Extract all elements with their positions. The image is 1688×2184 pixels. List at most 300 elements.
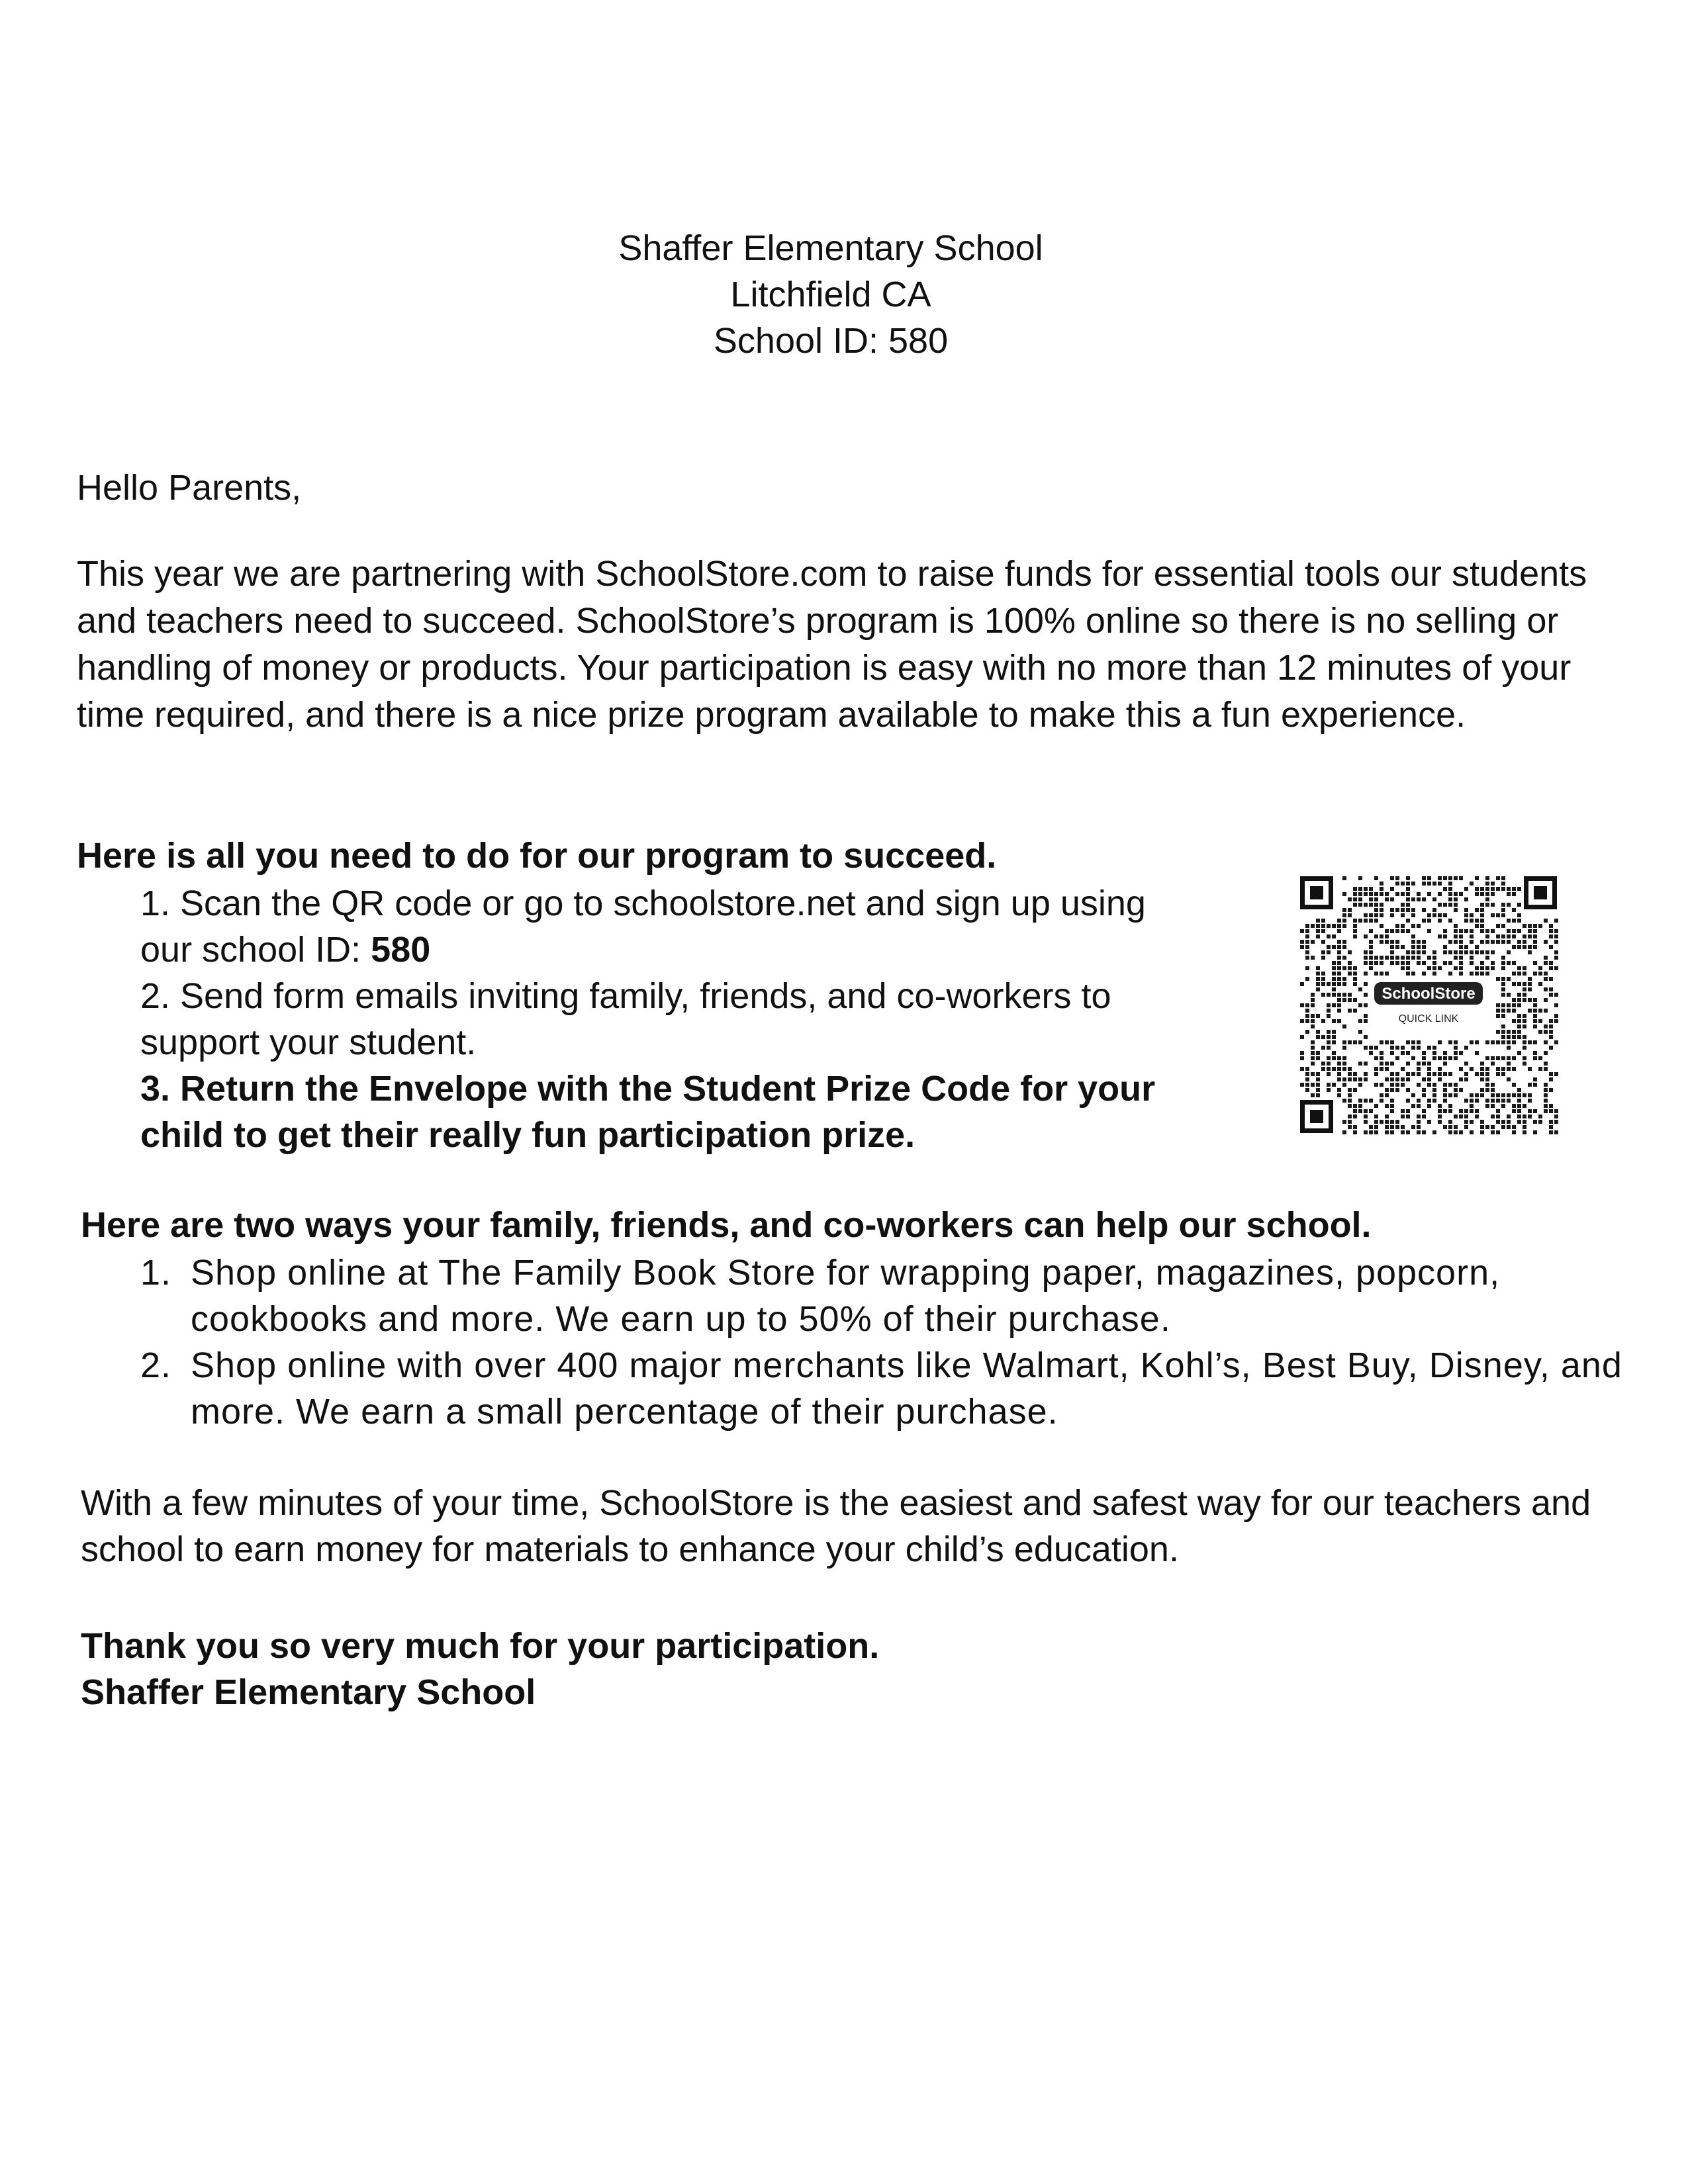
qr-module <box>1316 1088 1320 1092</box>
qr-module <box>1432 897 1436 901</box>
qr-module <box>1507 940 1511 944</box>
qr-module <box>1491 1099 1495 1103</box>
qr-module <box>1448 887 1452 891</box>
qr-module <box>1342 1120 1346 1124</box>
qr-module <box>1380 1083 1383 1087</box>
qr-module <box>1401 1051 1405 1055</box>
qr-module <box>1364 919 1368 923</box>
qr-module <box>1380 1099 1383 1103</box>
qr-module <box>1427 1067 1431 1071</box>
qr-module <box>1538 1120 1542 1124</box>
qr-module <box>1395 908 1399 912</box>
qr-module <box>1464 950 1468 954</box>
qr-module <box>1417 1067 1421 1071</box>
qr-module <box>1316 982 1320 986</box>
qr-module <box>1454 903 1458 907</box>
qr-module <box>1507 1035 1511 1039</box>
qr-module <box>1454 1083 1458 1087</box>
qr-module <box>1327 1067 1331 1071</box>
qr-code[interactable] <box>1296 872 1561 1137</box>
qr-module <box>1406 903 1410 907</box>
qr-module <box>1358 1019 1362 1023</box>
qr-module <box>1443 961 1447 965</box>
qr-module <box>1549 1120 1553 1124</box>
qr-module <box>1374 897 1378 901</box>
qr-module <box>1395 929 1399 933</box>
qr-module <box>1432 1099 1436 1103</box>
qr-module <box>1380 892 1383 896</box>
qr-module <box>1438 1072 1442 1076</box>
qr-module <box>1480 1125 1484 1129</box>
qr-module <box>1470 1093 1474 1097</box>
qr-module <box>1459 966 1463 970</box>
qr-module <box>1358 987 1362 991</box>
qr-module <box>1475 945 1479 949</box>
qr-module <box>1316 919 1320 923</box>
qr-module <box>1390 956 1394 960</box>
qr-module <box>1385 892 1389 896</box>
qr-module <box>1364 1077 1368 1081</box>
step-2-line-2: support your student. <box>140 1023 477 1062</box>
qr-module <box>1544 1093 1548 1097</box>
qr-module <box>1358 1099 1362 1103</box>
qr-module <box>1337 1009 1341 1013</box>
qr-module <box>1316 1072 1320 1076</box>
qr-module <box>1327 982 1331 986</box>
qr-module <box>1401 929 1405 933</box>
qr-module <box>1544 1009 1548 1013</box>
qr-module <box>1406 1130 1410 1134</box>
qr-module <box>1300 1003 1304 1007</box>
qr-module <box>1549 1109 1553 1113</box>
qr-module <box>1417 940 1421 944</box>
qr-module <box>1554 1109 1558 1113</box>
qr-module <box>1311 993 1315 997</box>
qr-module <box>1401 1125 1405 1129</box>
qr-module <box>1517 1051 1521 1055</box>
qr-module <box>1501 934 1505 938</box>
qr-module <box>1305 956 1309 960</box>
qr-module <box>1443 1093 1447 1097</box>
qr-module <box>1549 1035 1553 1039</box>
qr-module <box>1454 929 1458 933</box>
qr-module <box>1380 972 1383 976</box>
qr-module <box>1385 1130 1389 1134</box>
qr-module <box>1395 1046 1399 1050</box>
qr-module <box>1512 1104 1516 1108</box>
qr-module <box>1507 1093 1511 1097</box>
qr-module <box>1380 961 1383 965</box>
qr-module <box>1332 1083 1336 1087</box>
qr-module <box>1348 1093 1352 1097</box>
qr-module <box>1401 956 1405 960</box>
qr-module <box>1475 876 1479 880</box>
qr-module <box>1464 1062 1468 1066</box>
qr-module <box>1353 1072 1357 1076</box>
qr-module <box>1480 966 1484 970</box>
qr-module <box>1544 1024 1548 1028</box>
qr-module <box>1485 940 1489 944</box>
qr-module <box>1353 919 1357 923</box>
qr-module <box>1380 908 1383 912</box>
qr-module <box>1311 1040 1315 1044</box>
qr-module <box>1411 950 1415 954</box>
qr-module <box>1337 966 1341 970</box>
qr-module <box>1549 1030 1553 1034</box>
qr-module <box>1406 1099 1410 1103</box>
qr-module <box>1390 1046 1394 1050</box>
qr-module <box>1464 1046 1468 1050</box>
qr-module <box>1332 966 1336 970</box>
qr-module <box>1401 892 1405 896</box>
qr-module <box>1470 919 1474 923</box>
qr-module <box>1422 1062 1426 1066</box>
qr-module <box>1438 1077 1442 1081</box>
qr-module <box>1401 908 1405 912</box>
qr-module <box>1485 1067 1489 1071</box>
qr-module <box>1512 1093 1516 1097</box>
qr-module <box>1517 913 1521 917</box>
qr-module <box>1507 1009 1511 1013</box>
qr-module <box>1533 1003 1537 1007</box>
qr-module <box>1496 1099 1500 1103</box>
qr-module <box>1517 1088 1521 1092</box>
qr-module <box>1395 882 1399 886</box>
qr-module <box>1411 1125 1415 1129</box>
qr-module <box>1342 1099 1346 1103</box>
qr-module <box>1454 934 1458 938</box>
thank-you-line: Thank you so very much for your participation. <box>81 1626 880 1666</box>
qr-module <box>1353 924 1357 928</box>
qr-module <box>1533 961 1537 965</box>
qr-module <box>1401 882 1405 886</box>
qr-module <box>1348 908 1352 912</box>
qr-module <box>1533 924 1537 928</box>
qr-module <box>1432 1088 1436 1092</box>
qr-module <box>1485 934 1489 938</box>
qr-module <box>1475 972 1479 976</box>
qr-module <box>1459 972 1463 976</box>
qr-module <box>1390 1125 1394 1129</box>
qr-module <box>1321 972 1325 976</box>
qr-module <box>1364 903 1368 907</box>
qr-module <box>1390 1062 1394 1066</box>
qr-module <box>1501 1040 1505 1044</box>
qr-module <box>1305 1003 1309 1007</box>
qr-module <box>1337 1072 1341 1076</box>
qr-module <box>1485 876 1489 880</box>
qr-module <box>1470 882 1474 886</box>
closing-text: With a few minutes of your time, SchoolStore is the easiest and safest way for our teachers and school to earn money for materials to enhance your child’s education. <box>81 1483 1591 1569</box>
qr-module <box>1390 945 1394 949</box>
qr-module <box>1443 1109 1447 1113</box>
qr-module <box>1311 924 1315 928</box>
qr-module <box>1438 1040 1442 1044</box>
qr-module <box>1538 966 1542 970</box>
qr-module <box>1432 882 1436 886</box>
qr-module <box>1496 1040 1500 1044</box>
qr-module <box>1369 956 1373 960</box>
qr-module <box>1459 956 1463 960</box>
qr-module <box>1417 1104 1421 1108</box>
qr-module <box>1491 940 1495 944</box>
qr-module <box>1496 977 1500 981</box>
qr-module <box>1342 892 1346 896</box>
qr-module <box>1512 982 1516 986</box>
qr-module <box>1401 924 1405 928</box>
qr-module <box>1501 1003 1505 1007</box>
qr-module <box>1480 940 1484 944</box>
qr-module <box>1348 1077 1352 1081</box>
qr-module <box>1337 945 1341 949</box>
qr-module <box>1438 913 1442 917</box>
qr-module <box>1549 961 1553 965</box>
qr-module <box>1337 1019 1341 1023</box>
qr-module <box>1454 1056 1458 1060</box>
qr-module <box>1538 1115 1542 1118</box>
qr-module <box>1417 1072 1421 1076</box>
qr-module <box>1353 1125 1357 1129</box>
qr-module <box>1337 1077 1341 1081</box>
qr-module <box>1327 1056 1331 1060</box>
qr-module <box>1364 1130 1368 1134</box>
qr-module <box>1512 1003 1516 1007</box>
qr-module <box>1523 1062 1526 1066</box>
qr-module <box>1406 908 1410 912</box>
qr-module <box>1517 998 1521 1002</box>
qr-module <box>1523 966 1526 970</box>
qr-module <box>1507 1115 1511 1118</box>
qr-module <box>1464 1099 1468 1103</box>
qr-module <box>1337 998 1341 1002</box>
qr-module <box>1432 956 1436 960</box>
qr-module <box>1538 1067 1542 1071</box>
qr-module <box>1438 892 1442 896</box>
qr-module <box>1448 1109 1452 1113</box>
qr-module <box>1358 919 1362 923</box>
qr-module <box>1348 972 1352 976</box>
qr-module <box>1348 913 1352 917</box>
qr-module <box>1353 1040 1357 1044</box>
qr-module <box>1480 1130 1484 1134</box>
letter-header <box>0 225 1662 364</box>
qr-module <box>1411 1046 1415 1050</box>
qr-module <box>1427 929 1431 933</box>
qr-module <box>1369 966 1373 970</box>
qr-module <box>1501 924 1505 928</box>
qr-module <box>1406 961 1410 965</box>
qr-module <box>1459 892 1463 896</box>
qr-module <box>1485 972 1489 976</box>
qr-module <box>1311 1019 1315 1023</box>
qr-module <box>1358 887 1362 891</box>
qr-module <box>1501 1067 1505 1071</box>
qr-module <box>1448 1056 1452 1060</box>
qr-module <box>1364 887 1368 891</box>
qr-module <box>1470 1099 1474 1103</box>
qr-module <box>1549 1019 1553 1023</box>
qr-module <box>1332 1051 1336 1055</box>
qr-module <box>1496 934 1500 938</box>
qr-module <box>1364 1003 1368 1007</box>
qr-module <box>1401 1109 1405 1113</box>
qr-module <box>1316 1077 1320 1081</box>
qr-module <box>1480 972 1484 976</box>
qr-finder-top-left <box>1300 876 1333 909</box>
qr-module <box>1470 1067 1474 1071</box>
qr-module <box>1422 1093 1426 1097</box>
qr-module <box>1485 897 1489 901</box>
qr-module <box>1512 1019 1516 1023</box>
qr-module <box>1459 934 1463 938</box>
qr-module <box>1448 1120 1452 1124</box>
qr-module <box>1517 972 1521 976</box>
qr-module <box>1475 1072 1479 1076</box>
qr-module <box>1401 913 1405 917</box>
qr-module <box>1448 1040 1452 1044</box>
qr-module <box>1438 1056 1442 1060</box>
signoff <box>81 1623 879 1715</box>
qr-module <box>1438 934 1442 938</box>
qr-module <box>1485 1088 1489 1092</box>
qr-module <box>1374 919 1378 923</box>
qr-module <box>1549 929 1553 933</box>
qr-module <box>1448 950 1452 954</box>
qr-module <box>1390 1130 1394 1134</box>
qr-module <box>1528 1099 1532 1103</box>
qr-module <box>1475 908 1479 912</box>
qr-module <box>1342 1077 1346 1081</box>
qr-module <box>1374 1120 1378 1124</box>
qr-module <box>1422 940 1426 944</box>
qr-module <box>1337 977 1341 981</box>
qr-module <box>1401 1046 1405 1050</box>
qr-module <box>1459 1088 1463 1092</box>
qr-module <box>1332 1003 1336 1007</box>
qr-module <box>1501 882 1505 886</box>
qr-module <box>1454 924 1458 928</box>
qr-module <box>1485 1056 1489 1060</box>
qr-module <box>1390 1077 1394 1081</box>
qr-module <box>1454 897 1458 901</box>
qr-module <box>1364 982 1368 986</box>
qr-module <box>1374 913 1378 917</box>
qr-module <box>1406 1115 1410 1118</box>
qr-module <box>1305 924 1309 928</box>
qr-module <box>1348 1115 1352 1118</box>
qr-module <box>1501 966 1505 970</box>
qr-module <box>1342 1024 1346 1028</box>
qr-module <box>1512 929 1516 933</box>
qr-module <box>1300 1035 1304 1039</box>
qr-module <box>1411 882 1415 886</box>
qr-module <box>1438 1109 1442 1113</box>
qr-module <box>1332 934 1336 938</box>
qr-module <box>1342 945 1346 949</box>
qr-module <box>1332 1056 1336 1060</box>
qr-module <box>1385 1125 1389 1129</box>
qr-module <box>1406 1088 1410 1092</box>
qr-module <box>1448 1104 1452 1108</box>
qr-module <box>1523 1120 1526 1124</box>
qr-module <box>1528 998 1532 1002</box>
qr-module <box>1364 956 1368 960</box>
school-name: Shaffer Elementary School <box>618 228 1043 268</box>
qr-module <box>1422 1115 1426 1118</box>
qr-module <box>1411 940 1415 944</box>
qr-module <box>1417 1115 1421 1118</box>
qr-module <box>1485 950 1489 954</box>
qr-module <box>1337 972 1341 976</box>
qr-module <box>1438 903 1442 907</box>
qr-module <box>1369 1099 1373 1103</box>
qr-module <box>1485 956 1489 960</box>
qr-module <box>1512 1083 1516 1087</box>
qr-module <box>1512 892 1516 896</box>
ways-heading: Here are two ways your family, friends, and co-workers can help our school. <box>81 1205 1372 1245</box>
qr-module <box>1427 966 1431 970</box>
qr-module <box>1337 929 1341 933</box>
qr-module <box>1406 1072 1410 1076</box>
qr-module <box>1512 1035 1516 1039</box>
qr-module <box>1517 1003 1521 1007</box>
qr-module <box>1544 919 1548 923</box>
qr-module <box>1443 934 1447 938</box>
qr-module <box>1385 1062 1389 1066</box>
qr-module <box>1342 982 1346 986</box>
qr-module <box>1305 945 1309 949</box>
qr-module <box>1327 1030 1331 1034</box>
qr-module <box>1523 1046 1526 1050</box>
qr-module <box>1316 1083 1320 1087</box>
qr-module <box>1422 1077 1426 1081</box>
qr-module <box>1374 903 1378 907</box>
qr-module <box>1364 1062 1368 1066</box>
qr-module <box>1380 956 1383 960</box>
qr-module <box>1390 1088 1394 1092</box>
qr-module <box>1475 1040 1479 1044</box>
qr-module <box>1528 950 1532 954</box>
qr-module <box>1332 1019 1336 1023</box>
qr-module <box>1300 929 1304 933</box>
qr-module <box>1406 1051 1410 1055</box>
qr-module <box>1491 1040 1495 1044</box>
qr-module <box>1554 929 1558 933</box>
qr-module <box>1464 913 1468 917</box>
qr-logo-brand: SchoolStore <box>1382 985 1476 1003</box>
qr-module <box>1454 1130 1458 1134</box>
qr-module <box>1305 977 1309 981</box>
qr-module <box>1385 1077 1389 1081</box>
qr-module <box>1432 1130 1436 1134</box>
qr-module <box>1395 1077 1399 1081</box>
qr-module <box>1485 1104 1489 1108</box>
qr-module <box>1533 1083 1537 1087</box>
qr-module <box>1512 1067 1516 1071</box>
qr-module <box>1311 1093 1315 1097</box>
qr-module <box>1342 1056 1346 1060</box>
qr-module <box>1501 993 1505 997</box>
qr-module <box>1438 882 1442 886</box>
qr-module <box>1480 961 1484 965</box>
qr-module <box>1385 1115 1389 1118</box>
qr-module <box>1454 908 1458 912</box>
qr-module <box>1401 1067 1405 1071</box>
qr-module <box>1358 897 1362 901</box>
qr-module <box>1305 1083 1309 1087</box>
qr-module <box>1464 1125 1468 1129</box>
qr-module <box>1353 972 1357 976</box>
